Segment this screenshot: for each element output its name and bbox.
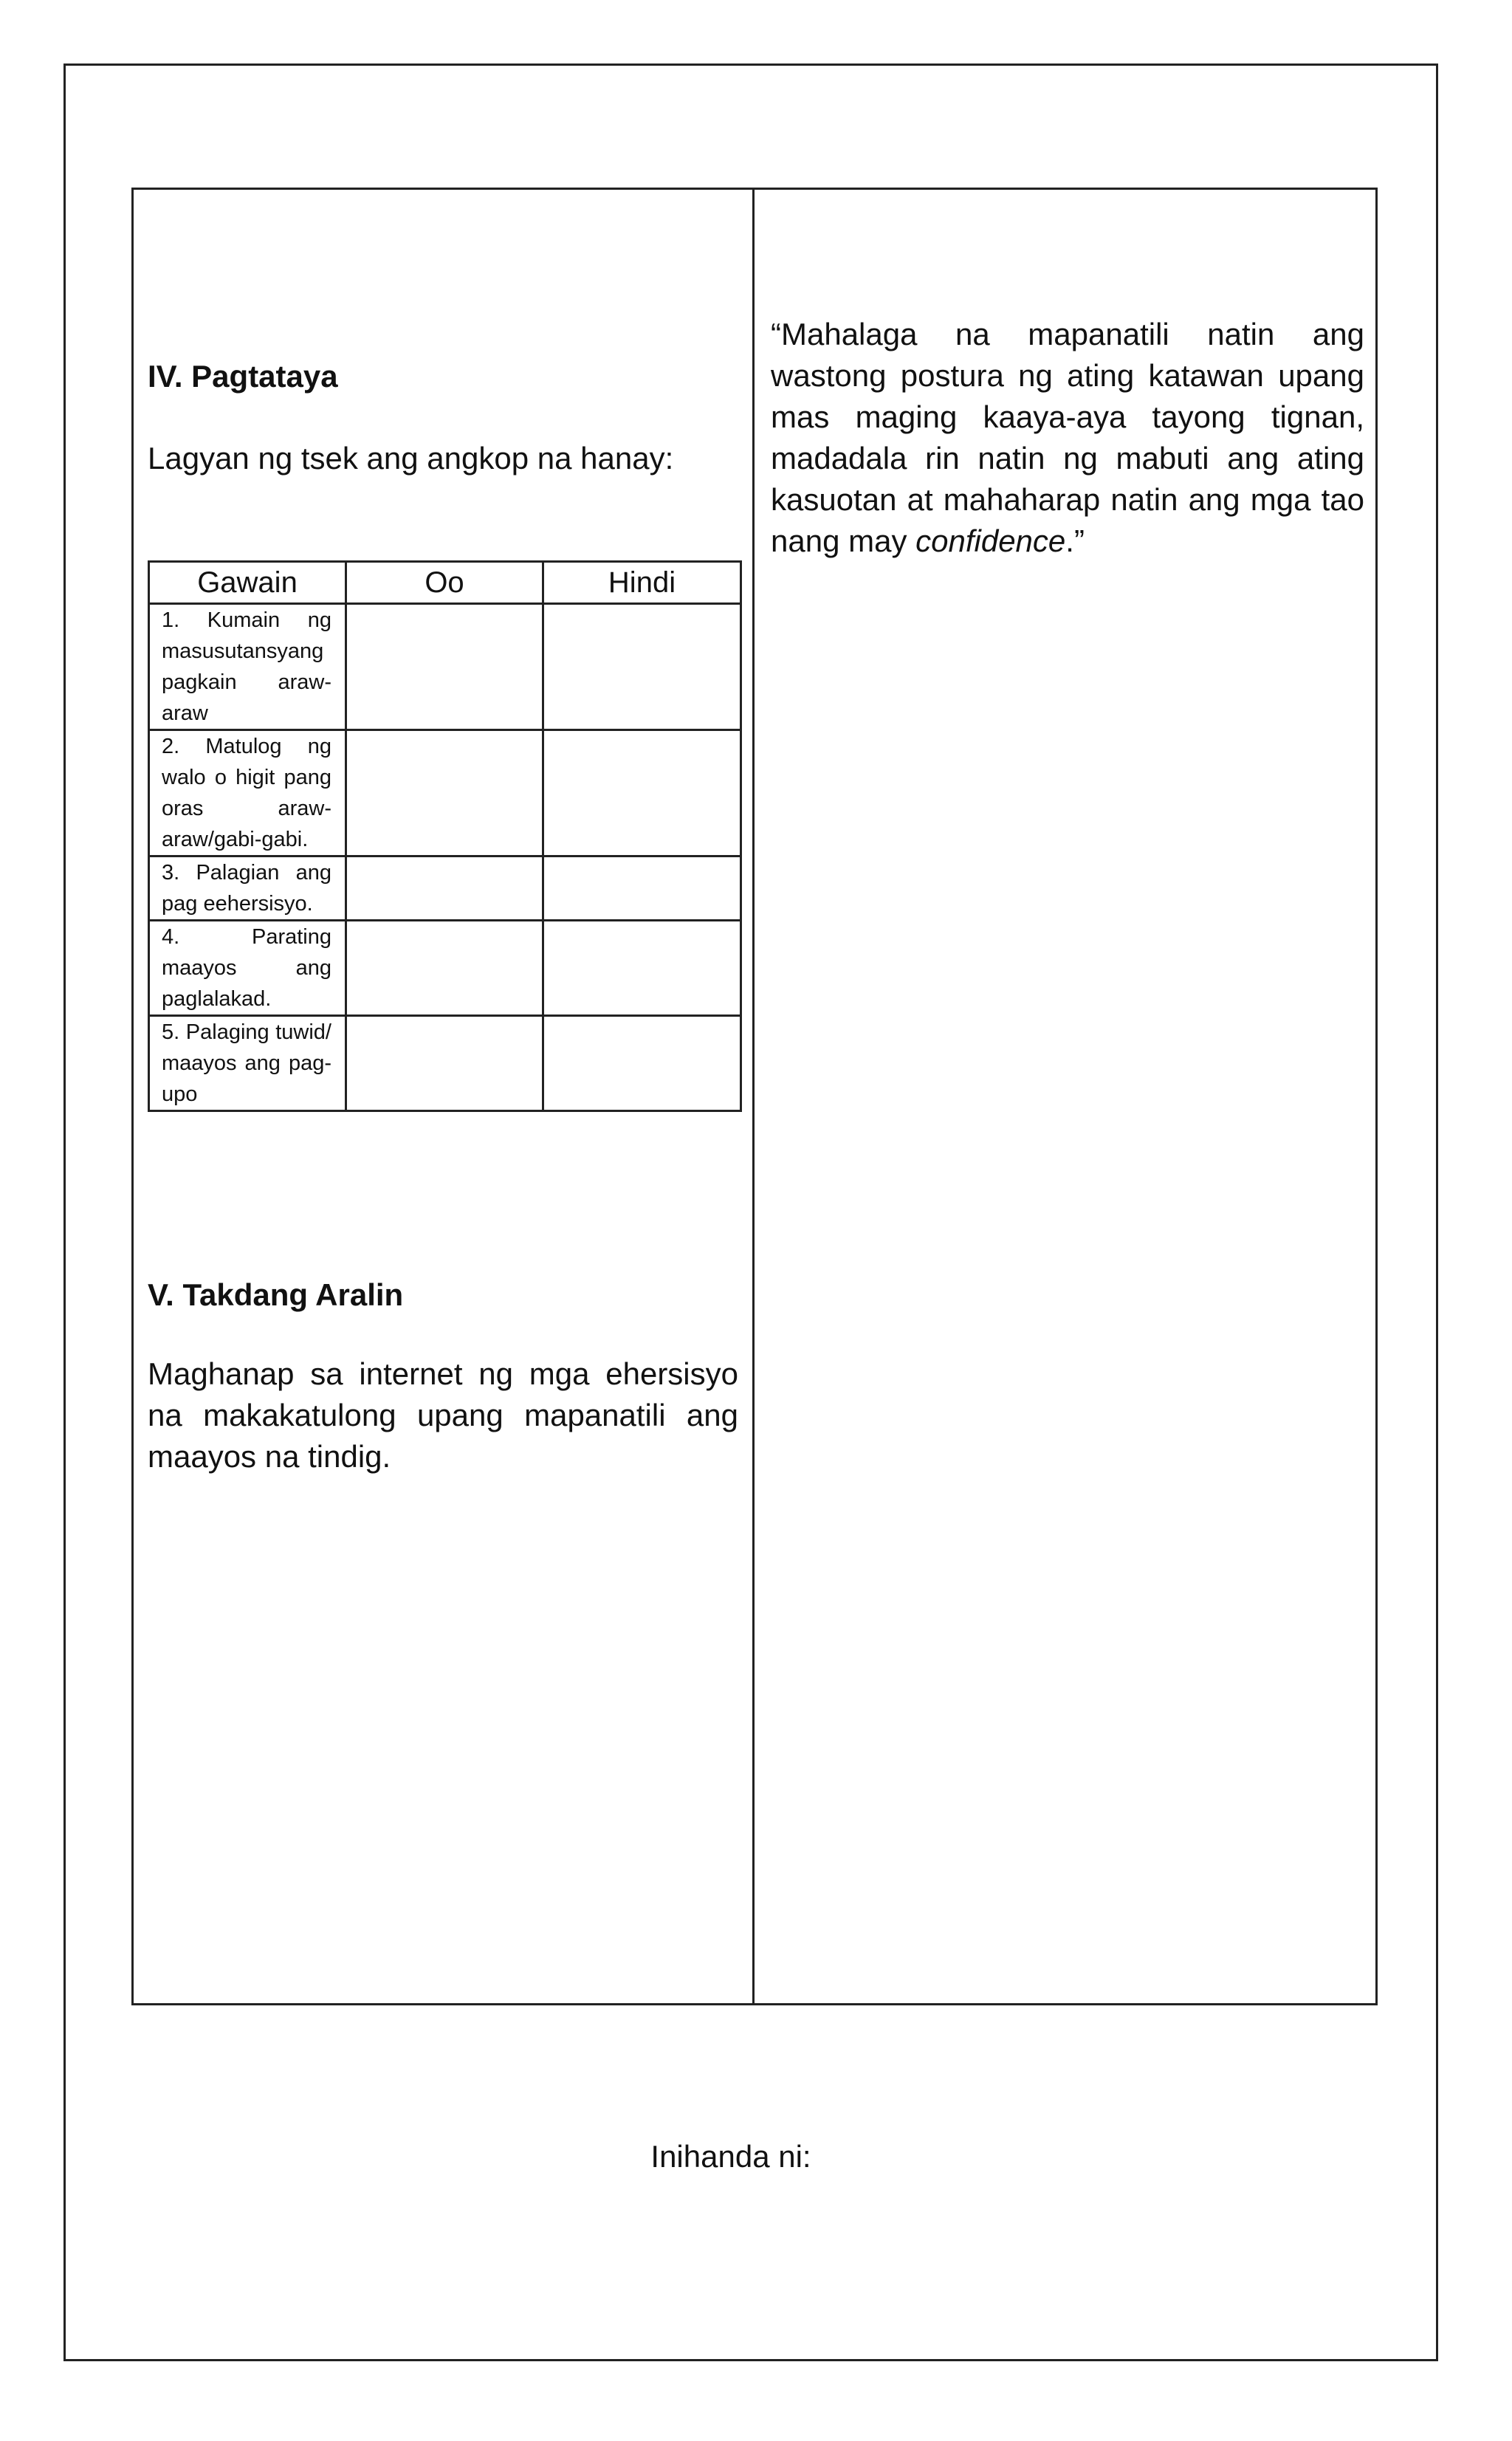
oo-checkbox-cell[interactable] xyxy=(346,1016,543,1111)
hindi-checkbox-cell[interactable] xyxy=(543,856,741,921)
table-row xyxy=(149,921,741,1016)
task-cell: 5. Palaging tuwid/ maayos ang pag-upo xyxy=(149,1016,346,1111)
task-cell: 4. Parating maayos ang paglalakad. xyxy=(149,921,346,1016)
pagtataya-heading: IV. Pagtataya xyxy=(148,359,338,394)
takdang-aralin-heading: V. Takdang Aralin xyxy=(148,1277,404,1312)
hindi-checkbox-cell[interactable] xyxy=(543,921,741,1016)
table-row xyxy=(149,604,741,730)
hindi-checkbox-cell[interactable] xyxy=(543,604,741,730)
header-hindi: Hindi xyxy=(543,562,741,604)
quote-main-text: Mahalaga na mapanatili natin ang wastong postura ng ating katawan upang mas maging kaaya-aya tayong tignan, madadala rin natin ng mabuti ang ating kasuotan at mahaharap natin ang mga tao nang may xyxy=(771,317,1364,558)
task-cell: 2. Matulog ng walo o higit pang oras araw-araw/gabi-gabi. xyxy=(149,730,346,856)
quote-open-mark: “ xyxy=(771,317,781,351)
table-row xyxy=(149,856,741,921)
lesson-plan-table xyxy=(131,188,1378,2005)
quote-emphasis: confidence xyxy=(915,523,1066,558)
oo-checkbox-cell[interactable] xyxy=(346,856,543,921)
left-column xyxy=(134,190,755,2003)
table-row xyxy=(149,1016,741,1111)
right-column xyxy=(755,190,1375,2003)
oo-checkbox-cell[interactable] xyxy=(346,730,543,856)
oo-checkbox-cell[interactable] xyxy=(346,921,543,1016)
evaluation-checklist-table xyxy=(148,560,742,1112)
table-row xyxy=(149,730,741,856)
pagtataya-instruction: Lagyan ng tsek ang angkop na hanay: xyxy=(148,441,674,476)
takdang-aralin-text: Maghanap sa internet ng mga ehersisyo na makakatulong upang mapanatili ang maayos na tindig. xyxy=(148,1356,738,1474)
quote-close-mark: .” xyxy=(1065,523,1085,558)
posture-quote xyxy=(771,314,1364,562)
prepared-by-label: Inihanda ni: xyxy=(650,2139,811,2174)
task-cell: 3. Palagian ang pag eehersisyo. xyxy=(149,856,346,921)
oo-checkbox-cell[interactable] xyxy=(346,604,543,730)
hindi-checkbox-cell[interactable] xyxy=(543,1016,741,1111)
hindi-checkbox-cell[interactable] xyxy=(543,730,741,856)
task-cell: 1. Kumain ng masusutansyang pagkain araw-araw xyxy=(149,604,346,730)
header-gawain: Gawain xyxy=(149,562,346,604)
header-oo: Oo xyxy=(346,562,543,604)
